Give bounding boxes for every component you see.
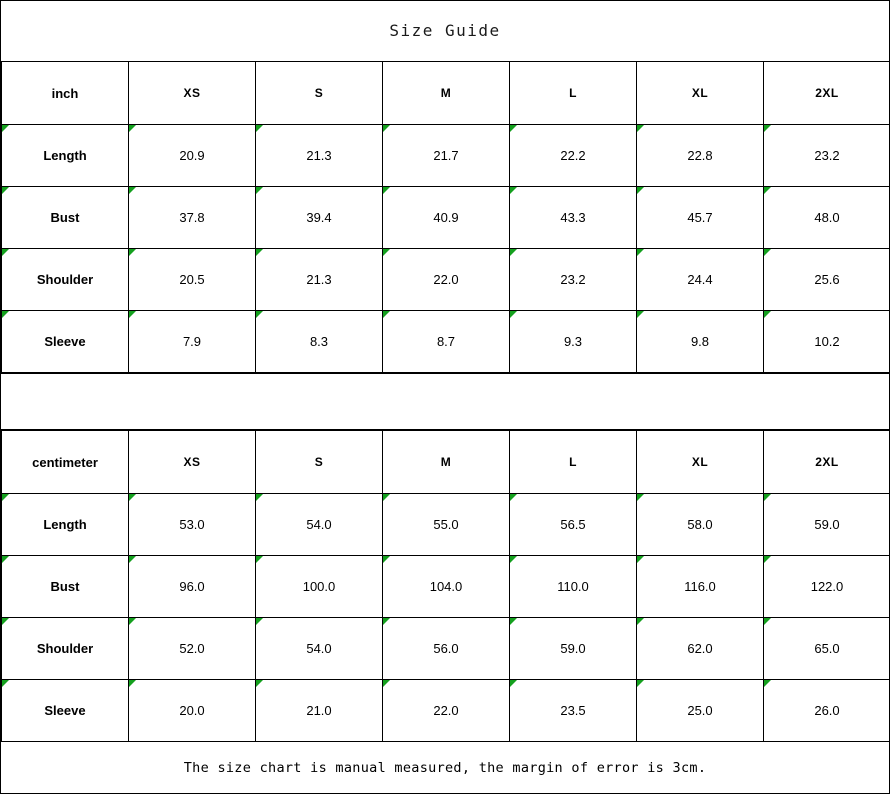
row-label-shoulder: Shoulder	[2, 618, 129, 680]
cell-bust-l: 110.0	[510, 556, 637, 618]
column-header-2xl: 2XL	[764, 431, 890, 494]
unit-label-centimeter: centimeter	[2, 431, 129, 494]
measurement-disclaimer: The size chart is manual measured, the margin of error is 3cm.	[183, 759, 707, 776]
table-header-row	[2, 431, 890, 494]
column-header-s: S	[256, 431, 383, 494]
table-row	[2, 494, 890, 556]
table-header-row	[2, 62, 890, 125]
cell-shoulder-s: 54.0	[256, 618, 383, 680]
cell-sleeve-2xl: 26.0	[764, 680, 890, 742]
cell-sleeve-xs: 20.0	[129, 680, 256, 742]
cell-bust-xl: 116.0	[637, 556, 764, 618]
cell-length-xs: 53.0	[129, 494, 256, 556]
cell-shoulder-2xl: 65.0	[764, 618, 890, 680]
inch-table-wrapper	[1, 61, 889, 373]
cell-shoulder-m: 56.0	[383, 618, 510, 680]
cell-bust-xl: 45.7	[637, 187, 764, 249]
cell-shoulder-2xl: 25.6	[764, 249, 890, 311]
column-header-l: L	[510, 431, 637, 494]
cell-bust-2xl: 122.0	[764, 556, 890, 618]
cell-sleeve-xl: 25.0	[637, 680, 764, 742]
cell-length-xs: 20.9	[129, 125, 256, 187]
cell-length-l: 22.2	[510, 125, 637, 187]
cell-sleeve-s: 21.0	[256, 680, 383, 742]
row-label-length: Length	[2, 125, 129, 187]
table-row	[2, 556, 890, 618]
cell-sleeve-2xl: 10.2	[764, 311, 890, 373]
cell-shoulder-xs: 20.5	[129, 249, 256, 311]
column-header-l: L	[510, 62, 637, 125]
table-separator	[1, 373, 889, 430]
cell-sleeve-l: 9.3	[510, 311, 637, 373]
cell-bust-s: 39.4	[256, 187, 383, 249]
column-header-xs: XS	[129, 431, 256, 494]
column-header-2xl: 2XL	[764, 62, 890, 125]
column-header-m: M	[383, 62, 510, 125]
row-label-bust: Bust	[2, 187, 129, 249]
inch-size-table	[1, 61, 890, 373]
cell-shoulder-s: 21.3	[256, 249, 383, 311]
cell-length-xl: 22.8	[637, 125, 764, 187]
cell-length-m: 55.0	[383, 494, 510, 556]
row-label-sleeve: Sleeve	[2, 680, 129, 742]
cell-length-2xl: 59.0	[764, 494, 890, 556]
centimeter-table-wrapper	[1, 430, 889, 742]
cell-bust-m: 40.9	[383, 187, 510, 249]
cell-length-xl: 58.0	[637, 494, 764, 556]
column-header-xl: XL	[637, 431, 764, 494]
column-header-m: M	[383, 431, 510, 494]
cell-bust-s: 100.0	[256, 556, 383, 618]
cell-bust-xs: 37.8	[129, 187, 256, 249]
column-header-s: S	[256, 62, 383, 125]
cell-sleeve-m: 22.0	[383, 680, 510, 742]
cell-shoulder-xs: 52.0	[129, 618, 256, 680]
row-label-sleeve: Sleeve	[2, 311, 129, 373]
cell-sleeve-s: 8.3	[256, 311, 383, 373]
centimeter-size-table	[1, 430, 890, 742]
table-row	[2, 680, 890, 742]
cell-length-2xl: 23.2	[764, 125, 890, 187]
cell-shoulder-l: 59.0	[510, 618, 637, 680]
cell-length-s: 21.3	[256, 125, 383, 187]
row-label-bust: Bust	[2, 556, 129, 618]
page-title: Size Guide	[389, 21, 501, 40]
table-row	[2, 249, 890, 311]
cell-bust-m: 104.0	[383, 556, 510, 618]
cell-shoulder-l: 23.2	[510, 249, 637, 311]
cell-shoulder-xl: 62.0	[637, 618, 764, 680]
cell-bust-l: 43.3	[510, 187, 637, 249]
row-label-length: Length	[2, 494, 129, 556]
unit-label-inch: inch	[2, 62, 129, 125]
row-label-shoulder: Shoulder	[2, 249, 129, 311]
cell-length-l: 56.5	[510, 494, 637, 556]
cell-bust-xs: 96.0	[129, 556, 256, 618]
table-row	[2, 187, 890, 249]
table-row	[2, 311, 890, 373]
cell-shoulder-m: 22.0	[383, 249, 510, 311]
cell-sleeve-xl: 9.8	[637, 311, 764, 373]
cell-sleeve-xs: 7.9	[129, 311, 256, 373]
cell-sleeve-m: 8.7	[383, 311, 510, 373]
column-header-xs: XS	[129, 62, 256, 125]
cell-sleeve-l: 23.5	[510, 680, 637, 742]
cell-bust-2xl: 48.0	[764, 187, 890, 249]
column-header-xl: XL	[637, 62, 764, 125]
cell-shoulder-xl: 24.4	[637, 249, 764, 311]
cell-length-s: 54.0	[256, 494, 383, 556]
cell-length-m: 21.7	[383, 125, 510, 187]
table-row	[2, 125, 890, 187]
table-row	[2, 618, 890, 680]
